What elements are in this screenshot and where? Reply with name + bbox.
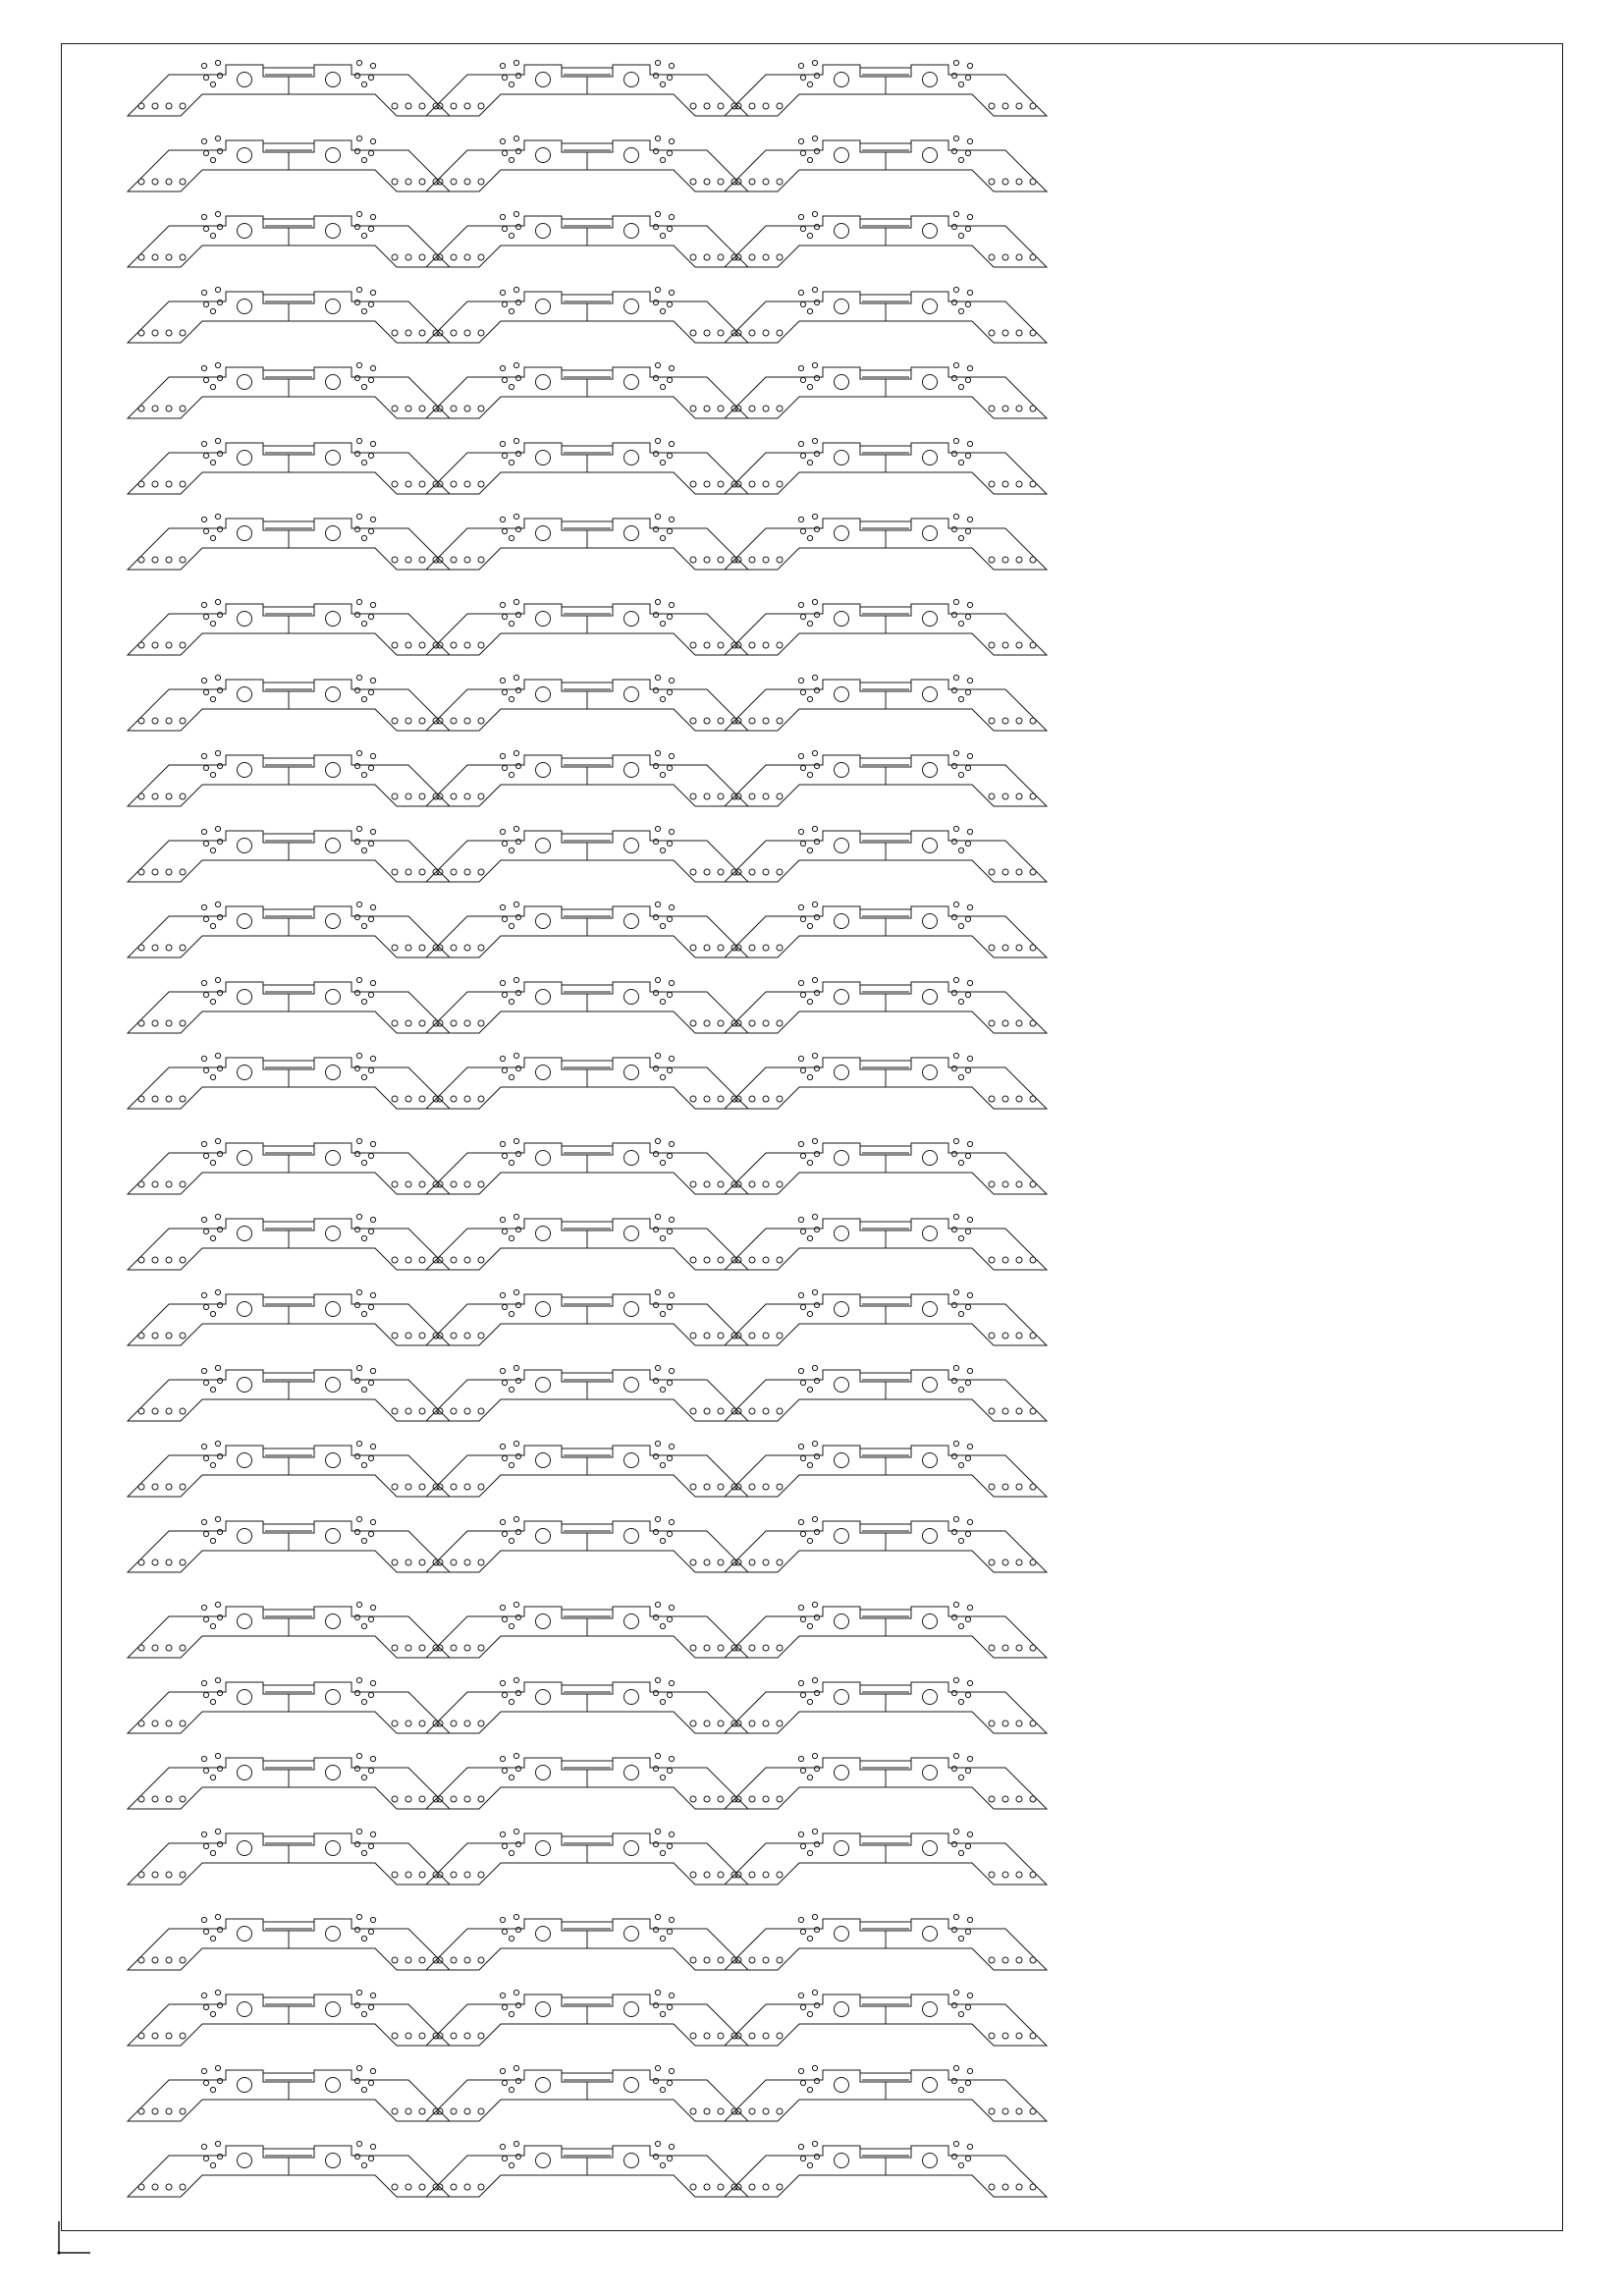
bracket-lever-part (862, 1668, 1058, 1751)
bracket-lever-part (862, 1744, 1058, 1827)
nested-parts-area (61, 43, 1563, 2231)
bracket-lever-part (862, 505, 1058, 587)
bracket-lever-part (862, 893, 1058, 975)
bracket-lever-part (862, 968, 1058, 1051)
bracket-lever-part (862, 1905, 1058, 1988)
bracket-lever-part (862, 2132, 1058, 2214)
bracket-lever-part (862, 1356, 1058, 1439)
bracket-lever-part (862, 1205, 1058, 1287)
bracket-lever-part (862, 741, 1058, 824)
bracket-lever-part (862, 666, 1058, 748)
bracket-lever-part (862, 202, 1058, 285)
bracket-lever-part (862, 1281, 1058, 1363)
bracket-lever-part (862, 1593, 1058, 1675)
bracket-lever-part (862, 429, 1058, 512)
bracket-lever-part (862, 817, 1058, 900)
bracket-lever-part (862, 2056, 1058, 2139)
bracket-lever-part (862, 1129, 1058, 1212)
bracket-lever-part (862, 590, 1058, 673)
bracket-lever-part (862, 127, 1058, 209)
origin-axis-marker (55, 2217, 94, 2257)
bracket-lever-part (862, 278, 1058, 360)
bracket-lever-part (862, 1044, 1058, 1126)
bracket-lever-part (862, 1820, 1058, 1902)
bracket-lever-part (862, 51, 1058, 134)
bracket-lever-part (862, 1981, 1058, 2063)
bracket-lever-part (862, 354, 1058, 436)
bracket-lever-part (862, 1507, 1058, 1590)
bracket-lever-part (862, 1432, 1058, 1514)
